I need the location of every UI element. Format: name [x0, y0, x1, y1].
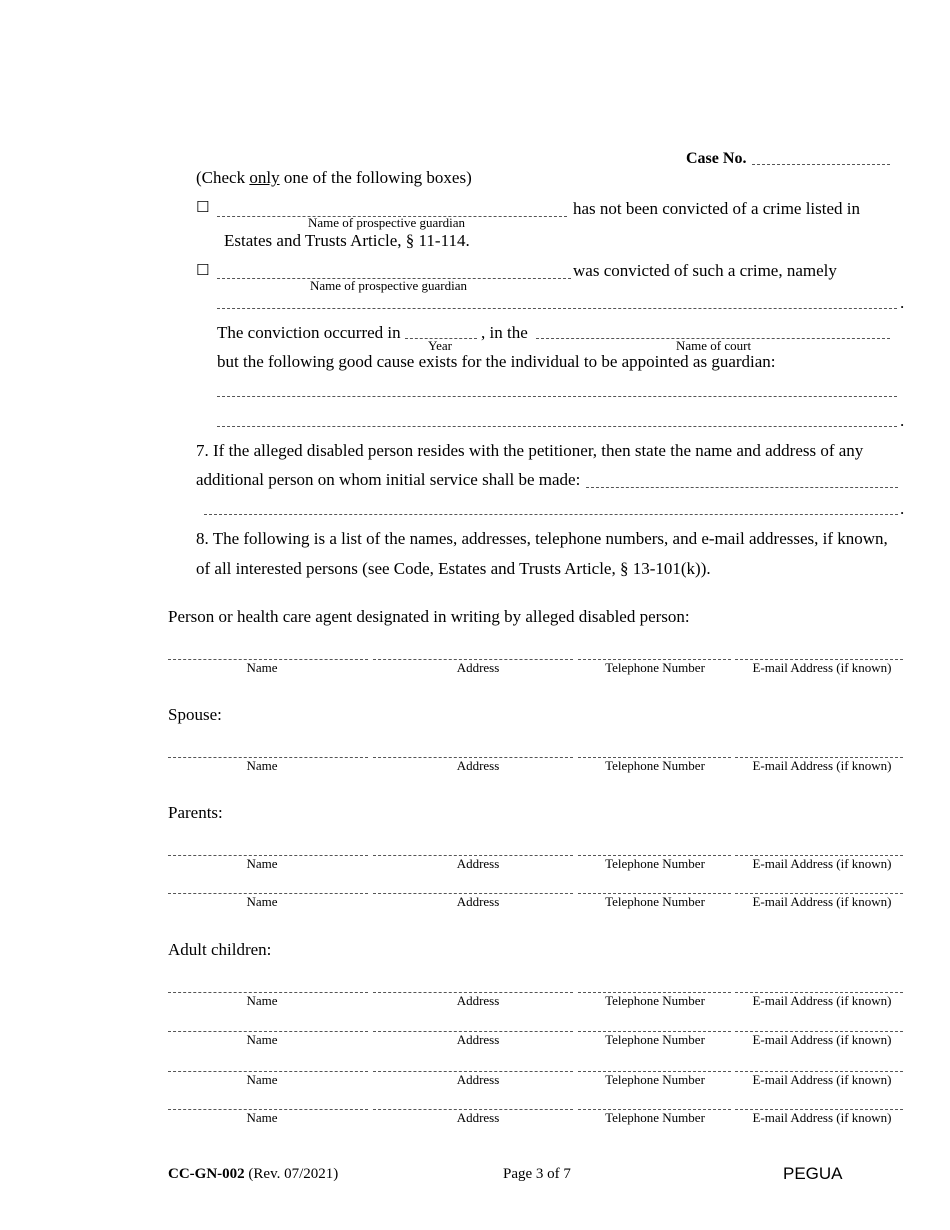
telephone-caption: Telephone Number	[605, 758, 705, 773]
telephone-caption: Telephone Number	[605, 894, 705, 909]
court-caption: Name of court	[676, 338, 752, 353]
good-cause-field-1[interactable]	[217, 396, 897, 397]
name-caption: Name	[246, 856, 278, 871]
year-caption: Year	[428, 338, 452, 353]
guardian-name-caption-2: Name of prospective guardian	[310, 278, 468, 293]
statute-reference: Estates and Trusts Article, § 11-114.	[224, 231, 470, 250]
convicted-checkbox[interactable]: ☐	[196, 261, 210, 279]
name-caption: Name	[246, 660, 278, 675]
email-caption: E-mail Address (if known)	[752, 660, 892, 675]
address-caption: Address	[456, 894, 500, 909]
name-caption: Name	[246, 1110, 278, 1125]
period-mark: .	[900, 411, 905, 430]
address-caption: Address	[456, 1032, 500, 1047]
address-caption: Address	[456, 1072, 500, 1087]
telephone-caption: Telephone Number	[605, 856, 705, 871]
in-the-text: , in the	[481, 323, 528, 342]
good-cause-field-2[interactable]	[217, 426, 897, 427]
name-caption: Name	[246, 894, 278, 909]
email-caption: E-mail Address (if known)	[752, 758, 892, 773]
page-number: Page 3 of 7	[503, 1166, 571, 1182]
convicted-text: was convicted of such a crime, namely	[573, 261, 837, 280]
telephone-caption: Telephone Number	[605, 1110, 705, 1125]
name-caption: Name	[246, 993, 278, 1008]
item8-line2: of all interested persons (see Code, Estates and Trusts Article, § 13-101(k)).	[196, 559, 711, 578]
item8-line1: 8. The following is a list of the names, addresses, telephone numbers, and e-mail addresses, if known,	[196, 529, 888, 548]
period-mark: .	[900, 293, 905, 312]
email-caption: E-mail Address (if known)	[752, 1072, 892, 1087]
name-caption: Name	[246, 1032, 278, 1047]
address-caption: Address	[456, 856, 500, 871]
form-code: PEGUA	[783, 1164, 843, 1183]
telephone-caption: Telephone Number	[605, 1072, 705, 1087]
conviction-prefix: The conviction occurred in	[217, 323, 401, 342]
email-caption: E-mail Address (if known)	[752, 894, 892, 909]
guardian-name-caption-1: Name of prospective guardian	[308, 215, 466, 230]
section-agent-label: Person or health care agent designated in writing by alleged disabled person:	[168, 607, 690, 626]
section-parents-label: Parents:	[168, 803, 223, 822]
additional-person-field-1[interactable]	[586, 487, 898, 488]
name-caption: Name	[246, 1072, 278, 1087]
good-cause-text: but the following good cause exists for the individual to be appointed as guardian:	[217, 352, 776, 371]
telephone-caption: Telephone Number	[605, 1032, 705, 1047]
not-convicted-text: has not been convicted of a crime listed in	[573, 199, 861, 218]
case-no-field[interactable]	[752, 164, 890, 165]
not-convicted-checkbox[interactable]: ☐	[196, 198, 210, 216]
email-caption: E-mail Address (if known)	[752, 993, 892, 1008]
crime-description-field[interactable]	[217, 308, 897, 309]
section-adult-children-label: Adult children:	[168, 940, 272, 959]
item7-line2: additional person on whom initial service shall be made:	[196, 470, 581, 489]
case-no-label: Case No.	[686, 150, 747, 167]
address-caption: Address	[456, 993, 500, 1008]
email-caption: E-mail Address (if known)	[752, 856, 892, 871]
address-caption: Address	[456, 660, 500, 675]
check-instruction: (Check only one of the following boxes)	[196, 168, 472, 187]
form-identifier: CC-GN-002 (Rev. 07/2021)	[168, 1166, 339, 1182]
telephone-caption: Telephone Number	[605, 993, 705, 1008]
telephone-caption: Telephone Number	[605, 660, 705, 675]
additional-person-field-2[interactable]	[204, 514, 898, 515]
email-caption: E-mail Address (if known)	[752, 1032, 892, 1047]
address-caption: Address	[456, 1110, 500, 1125]
period-mark: .	[900, 499, 905, 518]
email-caption: E-mail Address (if known)	[752, 1110, 892, 1125]
item7-line1: 7. If the alleged disabled person resides with the petitioner, then state the name and address of any	[196, 441, 864, 460]
name-caption: Name	[246, 758, 278, 773]
address-caption: Address	[456, 758, 500, 773]
section-spouse-label: Spouse:	[168, 705, 222, 724]
